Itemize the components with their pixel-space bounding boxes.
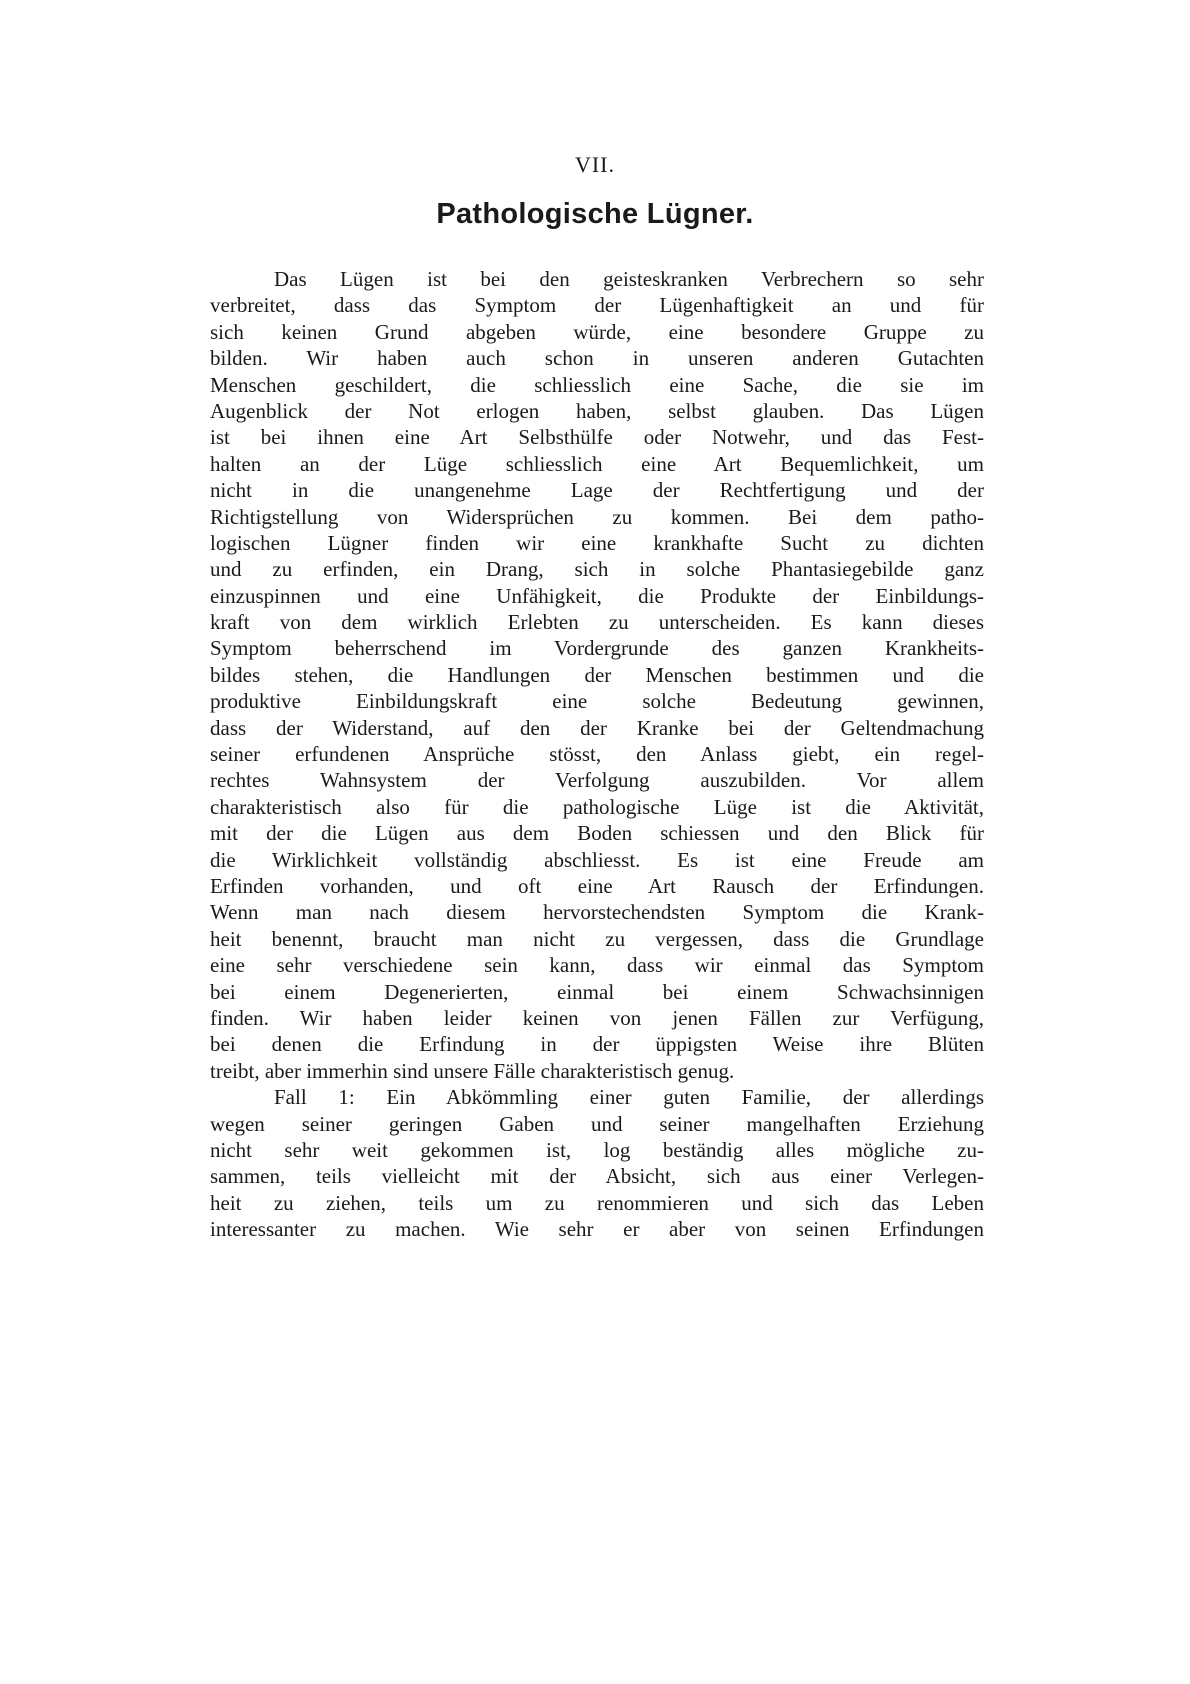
text-line: heit benennt, braucht man nicht zu vergessen, dass die Grundlage <box>210 926 984 951</box>
body-text <box>210 266 984 1242</box>
text-line: logischen Lügner finden wir eine krankhafte Sucht zu dichten <box>210 530 984 555</box>
text-line: heit zu ziehen, teils um zu renommieren und sich das Leben <box>210 1190 984 1215</box>
paragraph-1 <box>210 266 984 1084</box>
text-line: die Wirklichkeit vollständig abschliesst. Es ist eine Freude am <box>210 847 984 872</box>
text-line: produktive Einbildungskraft eine solche Bedeutung gewinnen, <box>210 689 984 714</box>
text-line: nicht sehr weit gekommen ist, log beständig alles mögliche zu- <box>210 1137 984 1162</box>
text-line: rechtes Wahnsystem der Verfolgung auszubilden. Vor allem <box>210 768 984 793</box>
text-line: Erfinden vorhanden, und oft eine Art Rausch der Erfindungen. <box>210 873 984 898</box>
text-line: Menschen geschildert, die schliesslich eine Sache, die sie im <box>210 372 984 397</box>
paragraph-2 <box>210 1084 984 1242</box>
text-line: bildes stehen, die Handlungen der Menschen bestimmen und die <box>210 662 984 687</box>
text-line: Wenn man nach diesem hervorstechendsten Symptom die Krank- <box>210 900 984 925</box>
text-line: seiner erfundenen Ansprüche stösst, den Anlass giebt, ein regel- <box>210 742 984 767</box>
text-line: halten an der Lüge schliesslich eine Art Bequemlichkeit, um <box>210 451 984 476</box>
text-line: Symptom beherrschend im Vordergrunde des ganzen Krankheits- <box>210 636 984 661</box>
text-line: sammen, teils vielleicht mit der Absicht, sich aus einer Verlegen- <box>210 1164 984 1189</box>
text-line: verbreitet, dass das Symptom der Lügenhaftigkeit an und für <box>210 293 984 318</box>
text-line: bilden. Wir haben auch schon in unseren anderen Gutachten <box>210 346 984 371</box>
text-line: dass der Widerstand, auf den der Kranke bei der Geltendmachung <box>210 715 984 740</box>
text-line: interessanter zu machen. Wie sehr er aber von seinen Erfindungen <box>210 1217 984 1242</box>
text-line: Das Lügen ist bei den geisteskranken Verbrechern so sehr <box>274 267 984 291</box>
chapter-number: VII. <box>574 152 616 177</box>
text-line: nicht in die unangenehme Lage der Rechtfertigung und der <box>210 478 984 503</box>
text-line: einzuspinnen und eine Unfähigkeit, die Produkte der Einbildungs- <box>210 583 984 608</box>
text-line: und zu erfinden, ein Drang, sich in solche Phantasiegebilde ganz <box>210 557 984 582</box>
text-line: Richtigstellung von Widersprüchen zu kommen. Bei dem patho- <box>210 504 984 529</box>
text-line: eine sehr verschiedene sein kann, dass wir einmal das Symptom <box>210 953 984 978</box>
chapter-title: Pathologische Lügner. <box>436 198 754 230</box>
text-line: finden. Wir haben leider keinen von jenen Fällen zur Verfügung, <box>210 1005 984 1030</box>
text-line: mit der die Lügen aus dem Boden schiessen und den Blick für <box>210 821 984 846</box>
text-line: Fall 1: Ein Abkömmling einer guten Familie, der allerdings <box>274 1085 984 1110</box>
text-line: wegen seiner geringen Gaben und seiner mangelhaften Erziehung <box>210 1111 984 1136</box>
text-line: bei denen die Erfindung in der üppigsten Weise ihre Blüten <box>210 1032 984 1057</box>
text-line: ist bei ihnen eine Art Selbsthülfe oder Notwehr, und das Fest- <box>210 425 984 450</box>
text-line: Augenblick der Not erlogen haben, selbst glauben. Das Lügen <box>210 398 984 423</box>
text-line: kraft von dem wirklich Erlebten zu unterscheiden. Es kann dieses <box>210 610 984 635</box>
text-line: bei einem Degenerierten, einmal bei einem Schwachsinnigen <box>210 979 984 1004</box>
text-line: charakteristisch also für die pathologische Lüge ist die Aktivität, <box>210 794 984 819</box>
text-line: sich keinen Grund abgeben würde, eine besondere Gruppe zu <box>210 319 984 344</box>
text-line: treibt, aber immerhin sind unsere Fälle charakteristisch genug. <box>210 1058 735 1083</box>
